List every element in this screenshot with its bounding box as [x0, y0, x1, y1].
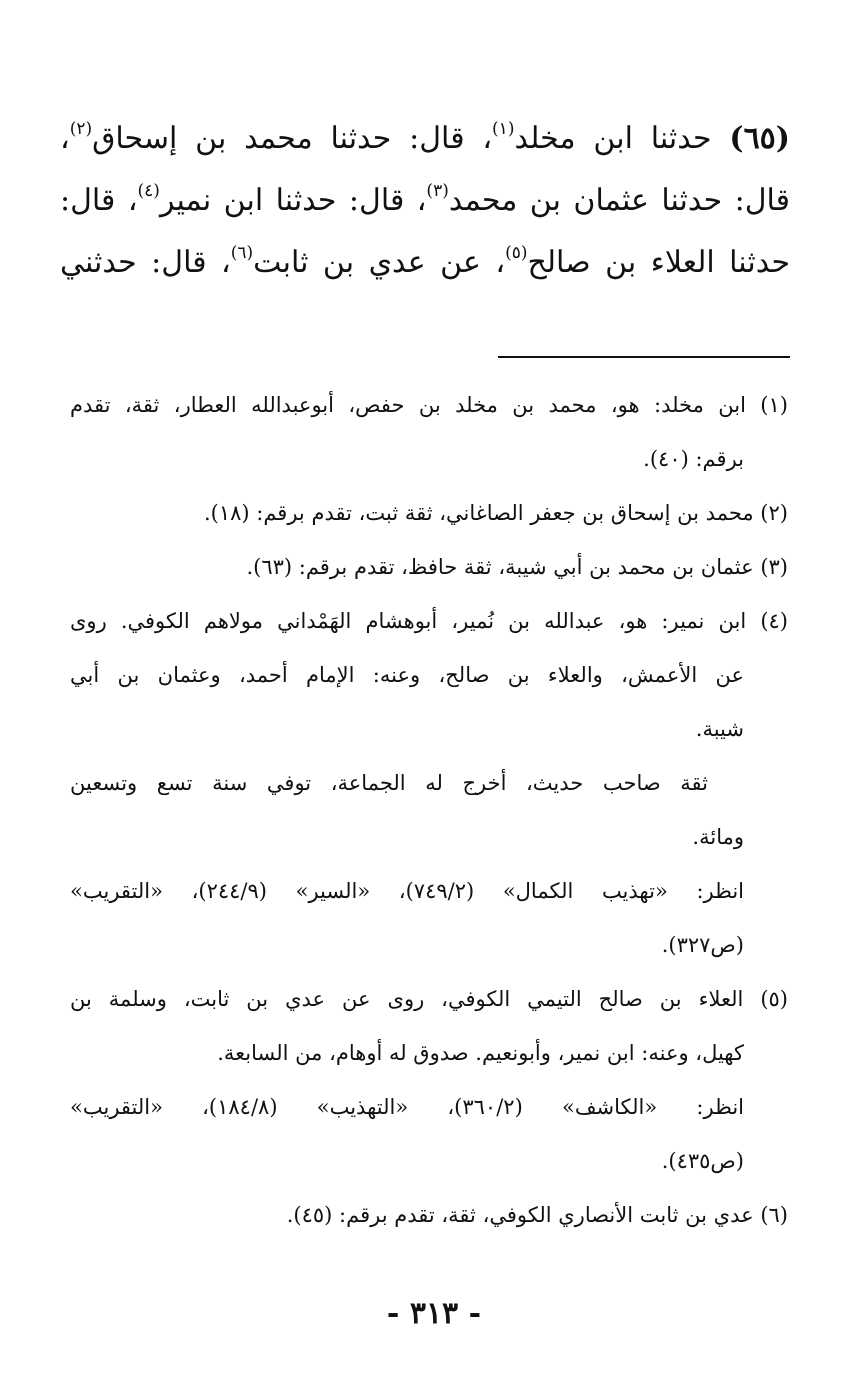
hadith-line-1 [60, 108, 790, 170]
hadith-text-segment: حدثنا العلاء بن صالح [527, 245, 790, 280]
footnote-line: عن الأعمش، والعلاء بن صالح، وعنه: الإمام أحمد، وعثمان بن أبي [70, 663, 744, 687]
footnotes [70, 378, 788, 1242]
hadith-line-3 [60, 232, 790, 294]
footnote-line: ثقة صاحب حديث، أخرج له الجماعة، توفي سنة تسع وتسعين [70, 771, 708, 795]
hadith-text-segment: ، قال: [60, 183, 138, 218]
footnote-marker: (٥) [505, 243, 528, 263]
hadith-text-segment: ، قال: حدثنا محمد بن إسحاق [92, 121, 493, 156]
footnote-line: شيبة. [695, 717, 744, 741]
hadith-text-segment: ، قال: حدثني [60, 245, 231, 280]
footnote-line: (١) ابن مخلد: هو، محمد بن مخلد بن حفص، أبوعبدالله العطار، ثقة، تقدم [70, 393, 788, 417]
hadith-line-2 [60, 170, 790, 232]
footnote-line: (٥) العلاء بن صالح التيمي الكوفي، روى عن عدي بن ثابت، وسلمة بن [70, 987, 788, 1011]
hadith-number: (٦٥) [729, 121, 790, 156]
footnote-line: (ص٤٣٥). [661, 1149, 744, 1173]
hadith-text-segment: ، [60, 121, 70, 156]
footnote-separator [498, 356, 790, 358]
footnote-marker: (١) [492, 119, 515, 139]
hadith-text [60, 108, 790, 294]
footnote-marker: (٦) [230, 243, 254, 263]
footnote-line: (٢) محمد بن إسحاق بن جعفر الصاغاني، ثقة ثبت، تقدم برقم: (١٨). [203, 501, 788, 525]
footnote-line: انظر: «تهذيب الكمال» (٧٤٩/٢)، «السير» (٢٤٤/٩)، «التقريب» [70, 879, 745, 903]
hadith-text-segment: حدثنا ابن مخلد [514, 121, 730, 156]
footnote-line: كهيل، وعنه: ابن نمير، وأبونعيم. صدوق له أوهام، من السابعة. [217, 1041, 744, 1065]
footnote-line: (٤) ابن نمير: هو، عبدالله بن نُمير، أبوهشام الهَمْداني مولاهم الكوفي. روى [70, 609, 788, 633]
footnote-line: ومائة. [692, 825, 744, 849]
footnote-marker: (٢) [69, 119, 93, 139]
footnote-marker: (٣) [426, 181, 449, 201]
footnote-line: برقم: (٤٠). [643, 447, 744, 471]
footnote-marker: (٤) [137, 181, 160, 201]
footnote-line: (٦) عدي بن ثابت الأنصاري الكوفي، ثقة، تقدم برقم: (٤٥). [286, 1203, 788, 1227]
footnote-line: (ص٣٢٧). [661, 933, 744, 957]
footnote-line: (٣) عثمان بن محمد بن أبي شيبة، ثقة حافظ، تقدم برقم: (٦٣). [246, 555, 788, 579]
footnote-line: انظر: «الكاشف» (٣٦٠/٢)، «التهذيب» (١٨٤/٨)، «التقريب» [70, 1095, 745, 1119]
page-number: - ٣١٣ - [386, 1296, 482, 1331]
hadith-text-segment: قال: حدثنا عثمان بن محمد [448, 183, 791, 218]
hadith-text-segment: ، قال: حدثنا ابن نمير [159, 183, 427, 218]
hadith-text-segment: ، عن عدي بن ثابت [253, 245, 506, 280]
